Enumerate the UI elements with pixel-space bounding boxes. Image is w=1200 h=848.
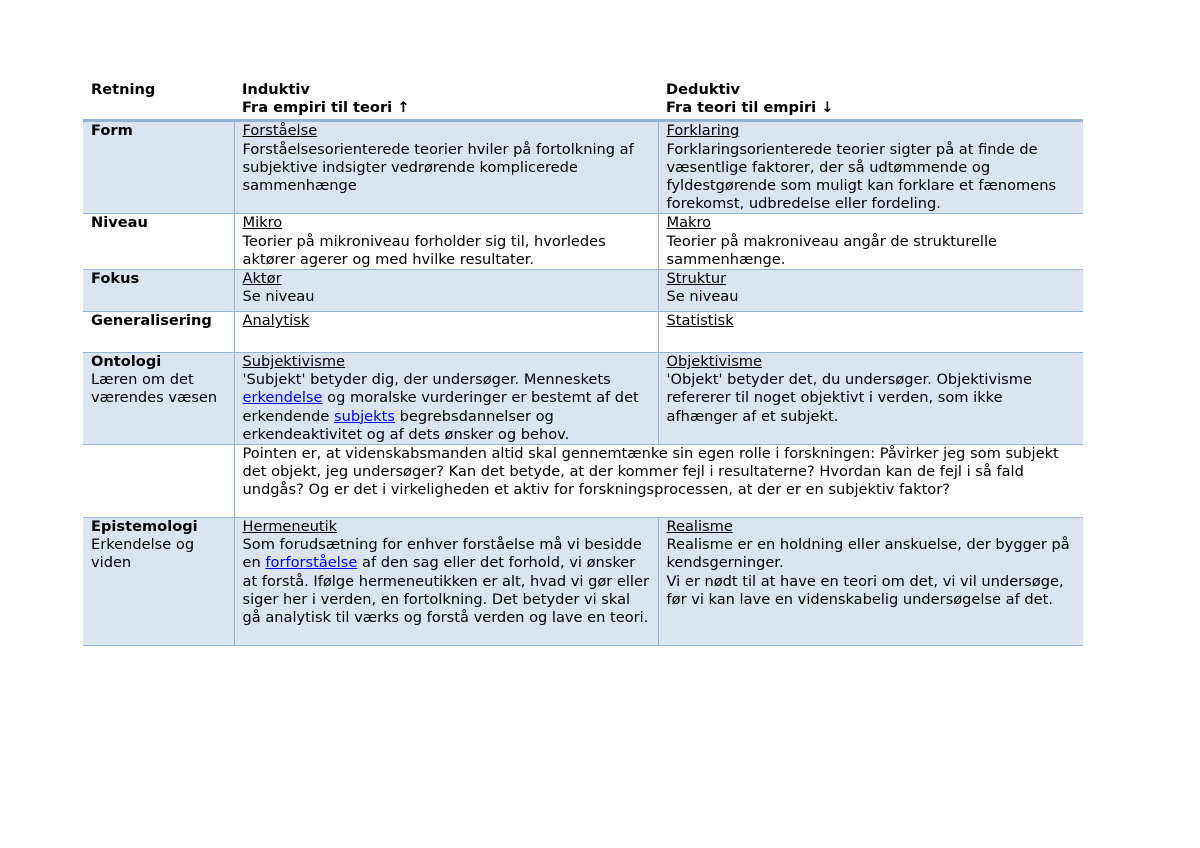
cell-title: Forståelse [242,122,318,140]
header-retning-label: Retning [91,81,156,98]
cell-title: Hermeneutik [242,518,338,536]
deduktiv-cell [658,270,1083,312]
row-niveau [83,214,1083,270]
header-deduktiv-title: Deduktiv [666,81,741,98]
induktiv-cell [234,270,658,312]
deduktiv-cell [658,214,1083,270]
cell-title: Subjektivisme [242,353,346,371]
link-forforstaaelse[interactable]: forforståelse [265,554,358,572]
header-induktiv [234,80,658,121]
pointe-cell [234,445,1083,518]
cell-title: Forklaring [666,122,740,140]
row-label: Form [91,122,133,140]
row-label-cell [83,312,234,353]
row-label-cell [83,518,234,646]
text-run: 'Subjekt' betyder dig, der undersøger. Menneskets [242,371,611,389]
link-erkendelse[interactable]: erkendelse [242,389,323,407]
row-pointe [83,445,1083,518]
cell-title: Objektivisme [666,353,763,371]
table-header [83,80,1083,121]
induktiv-cell [234,353,658,445]
cell-text: 'Objekt' betyder det, du undersøger. Objektivisme refererer til noget objektivt i verden, som ikke afhænger af et subjekt. [666,371,1032,425]
deduktiv-cell [658,518,1083,646]
pointe-text: Pointen er, at videnskabsmanden altid skal gennemtænke sin egen rolle i forskningen: Påvirker jeg som subjekt det objekt, jeg undersøger? Kan det betyde, at der kommer fejl i resultaterne? Hvordan kan de fejl i så fald undgås? Og er det i virkeligheden et aktiv for forskningsprocessen, at der er en subjektiv faktor? [242,445,1059,499]
row-label: Ontologi [91,353,162,371]
induktiv-cell [234,312,658,353]
row-label: Fokus [91,270,140,288]
cell-text: Teorier på makroniveau angår de strukturelle sammenhænge. [666,232,997,268]
deduktiv-cell [658,353,1083,445]
row-label-cell [83,121,234,214]
header-retning [83,80,234,121]
cell-text: Vi er nødt til at have en teori om det, vi vil undersøge, før vi kan lave en videnskabelig undersøgelse af det. [666,572,1064,608]
induktiv-cell [234,518,658,646]
induktiv-cell [234,214,658,270]
cell-title: Makro [666,214,712,232]
cell-text: Se niveau [666,288,739,306]
row-label-cell [83,214,234,270]
cell-text: Se niveau [242,288,315,306]
row-label-cell [83,445,234,518]
cell-text: Realisme er en holdning eller anskuelse, der bygger på kendsgerninger. [666,536,1070,572]
row-sublabel: Erkendelse og viden [91,536,195,572]
arrow-up-icon: ↑ [397,99,410,117]
row-label: Niveau [91,214,148,232]
row-label-cell [83,353,234,445]
cell-title: Mikro [242,214,283,232]
row-sublabel: Læren om det værendes væsen [91,371,218,407]
cell-title: Statistisk [666,312,734,330]
text-run: af den sag eller det forhold, vi ønsker at forstå. Ifølge hermeneutikken er alt, hvad vi gør eller siger her i verden, en fortolkning. Det betyder vi skal gå analytisk til værks og forstå verden og lave en teori. [242,554,649,627]
header-row [83,80,1083,121]
header-induktiv-title: Induktiv [242,81,310,98]
deduktiv-cell [658,121,1083,214]
row-label-cell [83,270,234,312]
text-run: Som forudsætning for enhver forståelse må vi besidde en [242,536,642,572]
text-run: begrebsdannelser og erkendeaktivitet og af dets ønsker og behov. [242,407,570,443]
cell-title: Aktør [242,270,282,288]
cell-text [243,371,650,444]
header-deduktiv-subtitle: Fra teori til empiri [666,99,817,117]
cell-text [243,536,650,627]
cell-text: Forklaringsorienterede teorier sigter på at finde de væsentlige faktorer, der så udtømmende og fyldestgørende som muligt kan forklare et fænomens forekomst, udbredelse eller fordeling. [666,140,1057,213]
cell-text: Teorier på mikroniveau forholder sig til, hvorledes aktører agerer og med hvilke resultater. [242,232,606,268]
row-epistemologi [83,518,1083,646]
cell-text: Forståelsesorienterede teorier hviler på fortolkning af subjektive indsigter vedrørende komplicerede sammenhænge [242,140,634,195]
induktiv-cell [234,121,658,214]
row-ontologi [83,353,1083,445]
cell-title: Struktur [666,270,727,288]
cell-title: Realisme [666,518,733,536]
theory-comparison-table [83,80,1083,646]
link-subjekts[interactable]: subjekts [334,407,395,425]
header-deduktiv [658,80,1083,121]
deduktiv-cell [658,312,1083,353]
row-label: Generalisering [91,312,212,330]
row-label: Epistemologi [91,518,198,536]
row-form [83,121,1083,214]
row-fokus [83,270,1083,312]
text-run: og moralske vurderinger er bestemt af det erkendende [242,389,639,425]
arrow-down-icon: ↓ [821,99,834,117]
cell-title: Analytisk [242,312,310,330]
header-induktiv-subtitle: Fra empiri til teori [242,99,393,117]
row-generalisering [83,312,1083,353]
